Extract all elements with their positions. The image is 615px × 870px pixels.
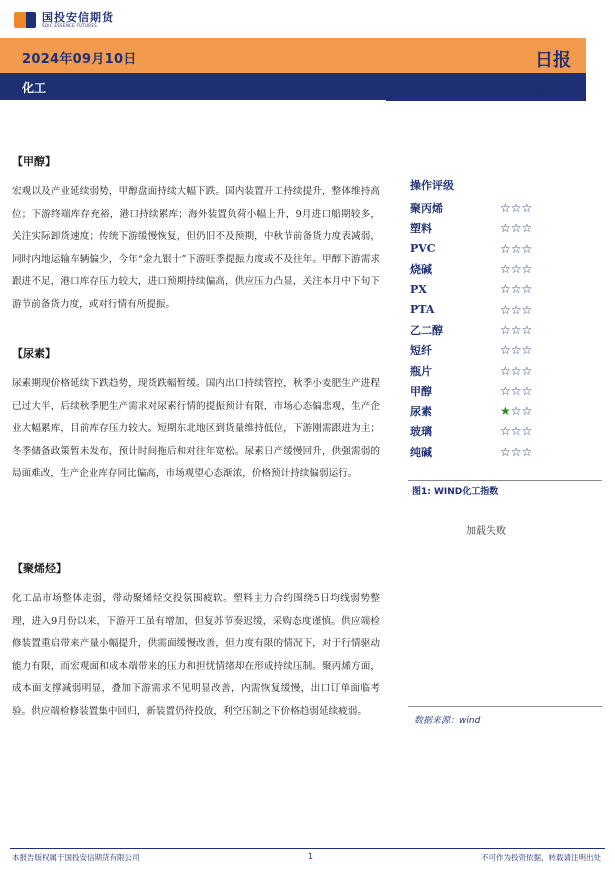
- section-methanol: [12, 153, 380, 316]
- rating-item-name: 纯碱: [410, 445, 432, 459]
- star-empty-icon: ☆: [500, 302, 511, 317]
- star-rating-icon: [500, 445, 532, 459]
- rating-row: [410, 421, 590, 441]
- rating-item-name: PTA: [410, 303, 435, 317]
- section-title: 【聚烯烃】: [12, 562, 67, 575]
- figure-top-rule: [408, 480, 602, 481]
- rating-row: [410, 360, 590, 380]
- rating-item-name: 烧碱: [410, 263, 432, 277]
- rating-row: [410, 320, 590, 340]
- star-empty-icon: ☆: [510, 343, 522, 358]
- star-rating-icon: [500, 242, 532, 256]
- star-rating-icon: [500, 384, 532, 398]
- rating-title: 操作评级: [410, 179, 454, 192]
- rating-item-name: PVC: [410, 242, 436, 256]
- star-empty-icon: ☆: [500, 343, 511, 358]
- star-rating-icon: [500, 221, 532, 235]
- star-empty-icon: ☆: [521, 282, 533, 297]
- footer-disclaimer: 不可作为投资依据，转载请注明出处: [481, 853, 601, 862]
- logo-mark-icon: [14, 10, 38, 30]
- rating-item-name: 短纤: [410, 344, 432, 358]
- figure-load-failed-text: 加载失败: [466, 526, 506, 537]
- logo-name-cn: 国投安信期货: [42, 11, 114, 24]
- star-rating-icon: [500, 343, 532, 357]
- section-text: 化工品市场整体走弱，带动聚烯烃交投氛围疲软。塑料主力合约围绕5日均线弱势整理，进入9月份以来，下游开工虽有增加，但复苏节奏迟缓，采购态度谨慎。供应端检修装置重启带来产量小幅提升，供需面缓慢改善，但力度有限的情况下，对于行情驱动能力有限，而宏观面和成本端带来的压力和担忧情绪却在形成持续压制。聚丙烯方面，成本面支撑减弱明显，叠加下游需求不见明显改善，内需恢复缓慢，出口订单面临考验。供应端检修装置集中回归，新装置仍待投放，利空压制之下价格趋弱延续疲弱。: [12, 593, 380, 717]
- rating-row: [410, 401, 590, 421]
- star-empty-icon: ☆: [521, 383, 533, 398]
- star-empty-icon: ☆: [510, 404, 522, 419]
- star-empty-icon: ☆: [500, 363, 511, 378]
- star-empty-icon: ☆: [510, 444, 522, 459]
- rating-row: [410, 340, 590, 360]
- figure-source: 数据来源：wind: [414, 716, 481, 726]
- star-empty-icon: ☆: [510, 241, 522, 256]
- rating-row: [410, 381, 590, 401]
- rating-item-name: 塑料: [410, 222, 432, 236]
- star-empty-icon: ☆: [500, 201, 511, 216]
- star-rating-icon: [500, 262, 532, 276]
- star-rating-icon: [500, 303, 532, 317]
- star-empty-icon: ☆: [510, 322, 522, 337]
- footer-copyright: 本报告版权属于国投安信期货有限公司: [12, 853, 140, 862]
- star-empty-icon: ☆: [510, 201, 522, 216]
- star-empty-icon: ☆: [500, 282, 511, 297]
- rating-item-name: 乙二醇: [410, 323, 443, 337]
- figure-bottom-rule: [408, 706, 602, 707]
- star-empty-icon: ☆: [500, 322, 511, 337]
- rating-panel: [410, 177, 590, 462]
- company-logo: [14, 10, 114, 30]
- report-type: 日报: [535, 50, 571, 71]
- star-rating-icon: [500, 424, 532, 438]
- rating-item-name: 聚丙烯: [410, 202, 443, 216]
- section-text: 宏观以及产业延续弱势，甲醇盘面持续大幅下跌。国内装置开工持续提升，整体维持高位；下游终端库存充裕，港口持续累库；海外装置负荷小幅上升，9月进口船期较多，关注实际卸货速度；传统下游缓慢恢复，但仍旧不及预期，中秋节前备货力度表减弱，同时内地运输车辆偏少，今年“金九银十”下游旺季提振力度或不及往年。甲醇下游需求跟进不足，港口库存压力较大，进口预期持续偏高，供应压力凸显，关注本月中下旬下游节前备货力度，或对行情有所提振。: [12, 186, 380, 310]
- section-text: 尿素期现价格延续下跌趋势，现货跌幅暂缓。国内出口持续管控，秋季小麦肥生产进程已过大半，后续秋季肥生产需求对尿素行情的提振预计有限，市场心态偏悲观，生产企业大幅累库，目前库存压力较大。短期东北地区到货量维持低位，下游刚需跟进为主；冬季储备政策暂未发布，预计时间拖后和对往年宽松。尿素日产缓慢回升，供强需弱的局面难改，生产企业库存同比偏高，市场观望心态渐浓，价格预计持续偏弱运行。: [12, 378, 380, 479]
- rating-row: [410, 198, 590, 218]
- star-empty-icon: ☆: [500, 383, 511, 398]
- star-rating-icon: [500, 404, 532, 418]
- figure-caption: 图1: WIND化工指数: [412, 487, 499, 497]
- rating-item-name: 尿素: [410, 405, 432, 419]
- rating-row: [410, 259, 590, 279]
- star-empty-icon: ☆: [521, 404, 533, 419]
- star-empty-icon: ☆: [510, 363, 522, 378]
- star-empty-icon: ☆: [521, 221, 533, 236]
- star-empty-icon: ☆: [500, 221, 511, 236]
- star-empty-icon: ☆: [500, 241, 511, 256]
- report-date: 2024年09月10日: [22, 52, 137, 67]
- star-empty-icon: ☆: [521, 424, 533, 439]
- star-empty-icon: ☆: [500, 262, 511, 277]
- rating-row: [410, 218, 590, 238]
- rating-item-name: PX: [410, 282, 427, 296]
- rating-item-name: 瓶片: [410, 364, 432, 378]
- star-empty-icon: ☆: [521, 363, 533, 378]
- logo-name-en: SDIC ESSENCE FUTURES: [42, 23, 98, 28]
- star-empty-icon: ☆: [510, 383, 522, 398]
- star-filled-icon: ★: [500, 404, 511, 419]
- star-empty-icon: ☆: [521, 241, 533, 256]
- footer-page-number: 1: [308, 852, 314, 861]
- star-empty-icon: ☆: [521, 444, 533, 459]
- rating-row: [410, 279, 590, 299]
- rating-list: [410, 198, 590, 462]
- rating-item-name: 玻璃: [410, 425, 432, 439]
- institute-name: 国投安信期货研究院: [476, 82, 585, 96]
- star-empty-icon: ☆: [510, 282, 522, 297]
- star-empty-icon: ☆: [510, 221, 522, 236]
- star-empty-icon: ☆: [500, 444, 511, 459]
- star-empty-icon: ☆: [521, 262, 533, 277]
- report-category: 化工: [22, 81, 47, 95]
- section-title: 【尿素】: [12, 347, 56, 360]
- section-urea: [12, 345, 380, 486]
- star-empty-icon: ☆: [521, 343, 533, 358]
- star-rating-icon: [500, 282, 532, 296]
- section-title: 【甲醇】: [12, 155, 56, 168]
- star-empty-icon: ☆: [521, 322, 533, 337]
- star-empty-icon: ☆: [521, 302, 533, 317]
- star-empty-icon: ☆: [500, 424, 511, 439]
- star-empty-icon: ☆: [510, 302, 522, 317]
- star-empty-icon: ☆: [510, 424, 522, 439]
- star-empty-icon: ☆: [510, 262, 522, 277]
- rating-row: [410, 239, 590, 259]
- institute-underline: [386, 100, 586, 101]
- rating-row: [410, 442, 590, 462]
- rating-item-name: 甲醇: [410, 384, 432, 398]
- star-rating-icon: [500, 323, 532, 337]
- star-rating-icon: [500, 201, 532, 215]
- section-polyolefin: [12, 560, 380, 723]
- footer-rule: [10, 848, 605, 849]
- star-rating-icon: [500, 364, 532, 378]
- star-empty-icon: ☆: [521, 201, 533, 216]
- rating-row: [410, 299, 590, 319]
